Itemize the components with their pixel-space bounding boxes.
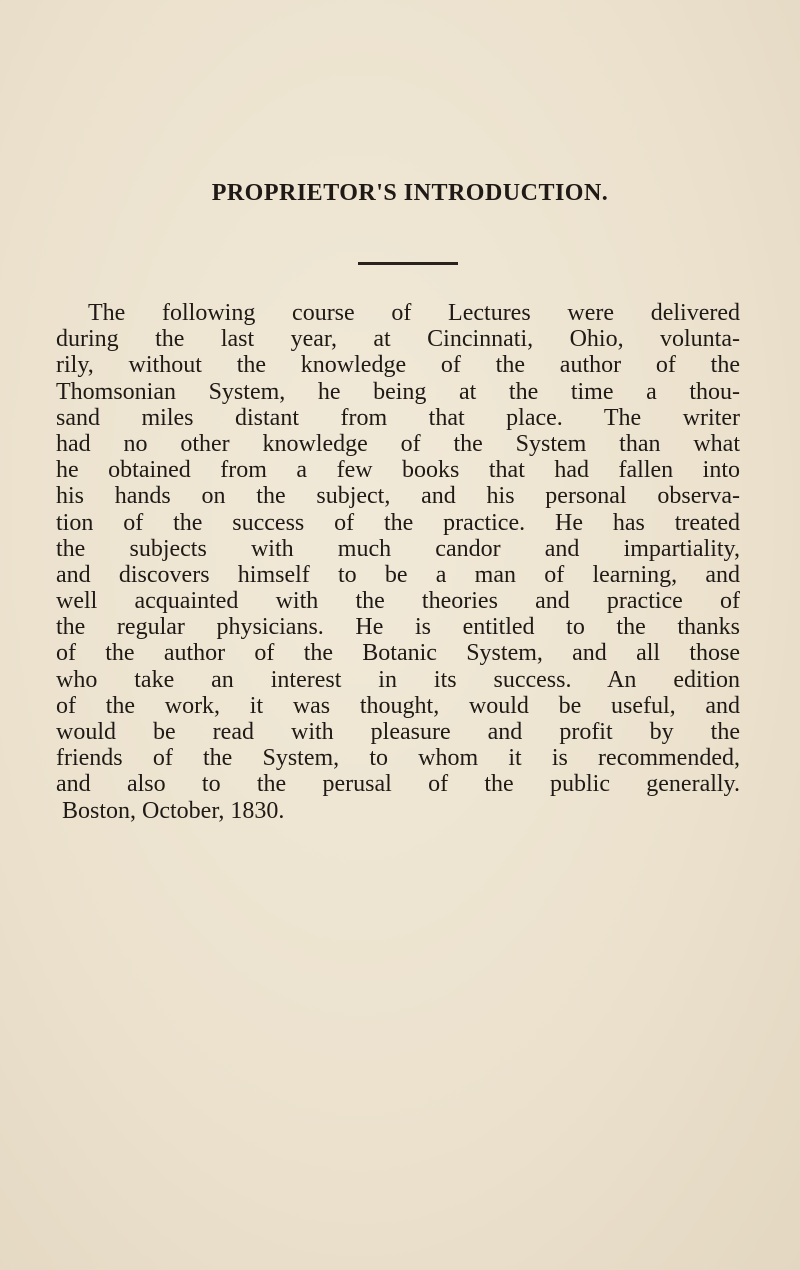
dateline: Boston, October, 1830. [62,797,285,824]
text-line: of the work, it was thought, would be useful, and [56,692,740,719]
text-line: he obtained from a few books that had fallen into [56,457,740,484]
text-line: sand miles distant from that place. The writer [56,404,740,431]
text-line: during the last year, at Cincinnati, Ohio, volunta- [56,326,740,353]
text-line: and also to the perusal of the public generally. [56,771,740,798]
text-line: had no other knowledge of the System than what [56,430,740,457]
text-line: the subjects with much candor and impartiality, [56,535,740,562]
page-heading: PROPRIETOR'S INTRODUCTION. [211,180,609,206]
text-line: Thomsonian System, he being at the time a thou- [56,378,740,405]
text-line: would be read with pleasure and profit by the [56,719,740,745]
text-line: friends of the System, to whom it is recommended, [56,745,740,772]
text-line: who take an interest in its success. An edition [56,666,740,693]
text-line: rily, without the knowledge of the author of the [56,352,740,379]
heading-rule [358,262,458,265]
text-line: and discovers himself to be a man of learning, and [56,561,740,588]
text-line: his hands on the subject, and his personal observa- [56,483,740,510]
text-line: the regular physicians. He is entitled to the thanks [56,614,740,641]
text-line: well acquainted with the theories and practice of [56,588,740,615]
text-line: of the author of the Botanic System, and all those [56,640,740,667]
text-line: tion of the success of the practice. He has treated [56,509,740,536]
introduction-text [56,300,740,824]
text-line: The following course of Lectures were delivered [88,300,740,326]
